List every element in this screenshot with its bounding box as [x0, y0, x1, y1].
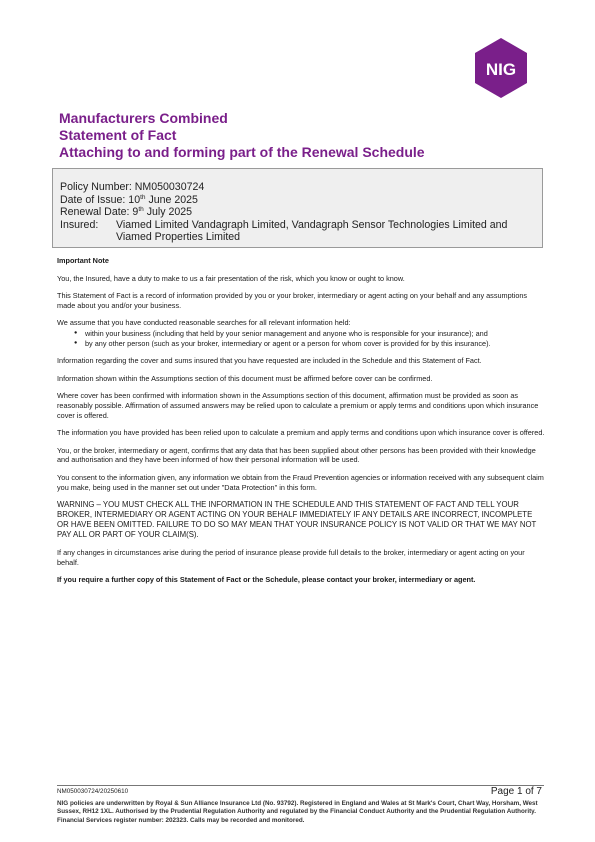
- list-item: ● within your business (including that held by your senior management and anyone who is responsible for your insurance); and: [57, 329, 545, 339]
- issue-date-suffix: June 2025: [145, 193, 198, 206]
- logo-text: NIG: [485, 60, 517, 79]
- paragraph-record: This Statement of Fact is a record of information provided by you or your broker, intermediary or agent acting on your behalf and any assumptions made about you and/or your business.: [57, 291, 528, 310]
- title-line-3: Attaching to and forming part of the Renewal Schedule: [59, 144, 425, 160]
- renewal-date-prefix: Renewal Date: 9: [60, 206, 139, 218]
- paragraph-data-consent: You, or the broker, intermediary or agent, confirms that any data that has been supplied about other persons has been provided with their knowledge and authorisation and they have been informed of how their personal information will be used.: [57, 445, 536, 465]
- document-reference: NM050030724/20250610: [57, 788, 129, 795]
- nig-logo: [470, 37, 532, 99]
- date-of-issue: [60, 194, 542, 207]
- statement-body: [57, 256, 545, 593]
- issue-date-sup: th: [140, 193, 146, 201]
- title-line-2: Statement of Fact: [59, 127, 177, 143]
- paragraph-fraud-prevention: You consent to the information given, any information we obtain from the Fraud Prevention agencies or information received with any subsequent claim you make, being used in the manner set out under "Data Protection" in this form.: [57, 472, 544, 492]
- paragraph-copy-request: If you require a further copy of this Statement of Fact or the Schedule, please contact your broker, intermediary or agent.: [57, 575, 476, 585]
- insured-label: Insured:: [60, 218, 99, 231]
- document-titles: [59, 110, 559, 161]
- page-number: Page 1 of 7: [490, 786, 542, 797]
- policy-number: Policy Number: NM050030724: [60, 181, 205, 193]
- insured-row: [60, 219, 542, 244]
- paragraph-searches: We assume that you have conducted reasonable searches for all relevant information held:: [57, 318, 351, 328]
- paragraph-cover: Information regarding the cover and sums insured that you have requested are included in the Schedule and this Statement of Fact.: [57, 356, 482, 366]
- issue-date-prefix: Date of Issue: 10: [60, 193, 141, 206]
- hexagon-logo-icon: [470, 37, 532, 99]
- footer-divider: [57, 785, 544, 786]
- legal-footer: NIG policies are underwritten by Royal & Sun Alliance Insurance Ltd (No. 93792). Registered in England and Wales at St Mark's Court, Chart Way, Horsham, West Sussex, RH12 1XL. Authorised by the Prudential Regulation Authority and regulated by the Financial Conduct Authority and the Prudential Regulation Authority. Financial Services register number: 202323. Calls may be recorded and monitored.: [57, 800, 538, 824]
- important-note-heading: Important Note: [57, 256, 109, 265]
- renewal-date-sup: th: [138, 206, 144, 213]
- paragraph-affirmation: Where cover has been confirmed with information shown in the Assumptions section of this document, affirmation must be provided as soon as reasonably possible. Affirmation of assumed answers may be relied upon to calculate a premium or apply terms and conditions upon which insurance cover is offered.: [57, 391, 539, 420]
- paragraph-assumptions: Information shown within the Assumptions section of this document must be affirmed before cover can be confirmed.: [57, 373, 433, 383]
- policy-info-box: [52, 168, 543, 248]
- warning-paragraph: WARNING – YOU MUST CHECK ALL THE INFORMATION IN THE SCHEDULE AND THIS STATEMENT OF FACT AND TELL YOUR BROKER, INTERMEDIARY OR AGENT ACTING ON YOUR BEHALF IMMEDIATELY IF ANY DETAILS ARE INCORRECT, INCOMPLETE OR HAVE BEEN OMITTED. FAILURE TO DO SO MAY MEAN THAT YOUR INSURANCE POLICY IS NOT VALID OR THAT WE MAY NOT PAY ALL OR PART OF YOUR CLAIM(S).: [57, 500, 537, 540]
- paragraph-relied-upon: The information you have provided has been relied upon to calculate a premium and apply terms and conditions upon which insurance cover is offered.: [57, 428, 545, 438]
- searches-list: [57, 329, 545, 348]
- insured-value: Viamed Limited Vandagraph Limited, Vandagraph Sensor Technologies Limited and Viamed Properties Limited: [116, 218, 508, 243]
- renewal-date: [60, 206, 542, 219]
- list-item: ● by any other person (such as your broker, intermediary or agent or a person for whom cover is provided for by this insurance).: [57, 339, 545, 349]
- paragraph-duty: You, the Insured, have a duty to make to us a fair presentation of the risk, which you know or ought to know.: [57, 273, 405, 283]
- title-line-1: Manufacturers Combined: [59, 110, 228, 126]
- paragraph-changes: If any changes in circumstances arise during the period of insurance please provide full details to the broker, intermediary or agent acting on your behalf.: [57, 548, 525, 567]
- renewal-date-suffix: July 2025: [143, 206, 193, 218]
